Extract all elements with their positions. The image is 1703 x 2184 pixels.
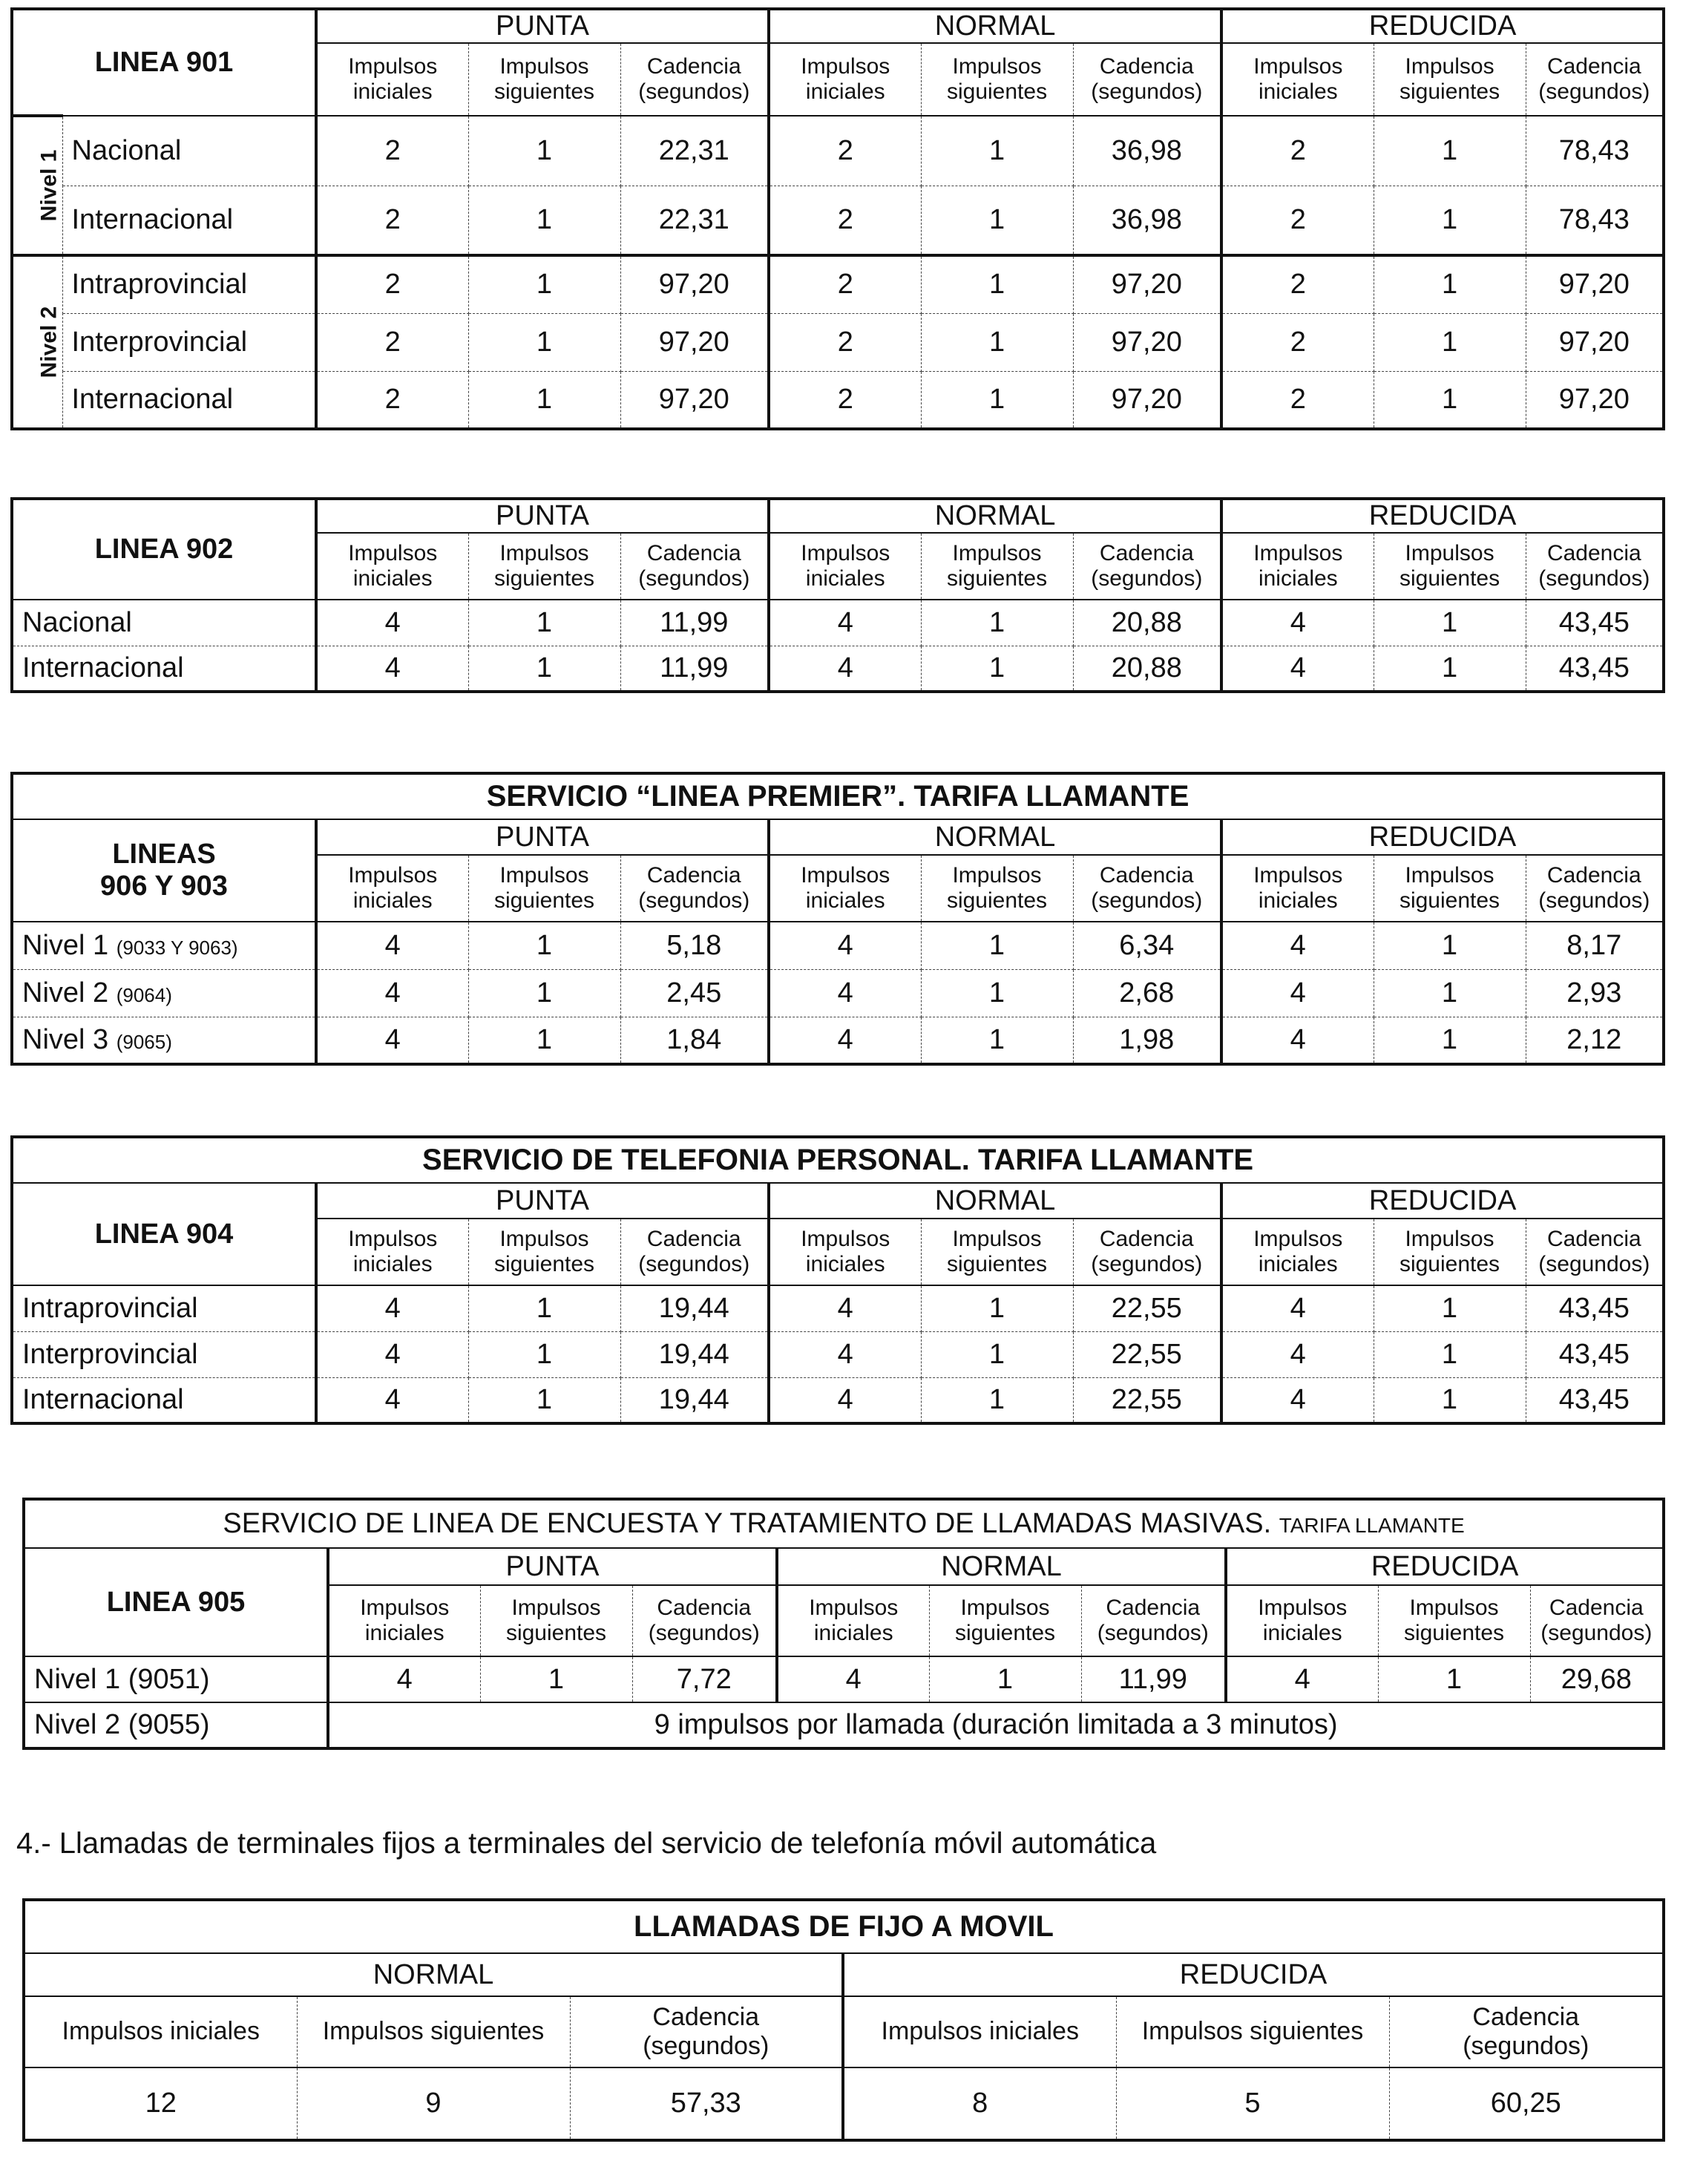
value-cell: 12 [24, 2067, 297, 2140]
table-fijo-a-movil [22, 1898, 1665, 2142]
value-cell: 4 [769, 922, 921, 969]
value-cell: 4 [1221, 646, 1374, 692]
value-cell: 20,88 [1073, 600, 1221, 646]
value-cell: 1 [1374, 1377, 1526, 1423]
value-cell: 2 [769, 371, 921, 429]
col-impulsos-iniciales: Impulsos iniciales [1221, 855, 1374, 922]
group-normal: NORMAL [24, 1953, 843, 1996]
col-cadencia: Cadencia (segundos) [620, 1219, 769, 1285]
value-cell: 78,43 [1526, 186, 1664, 255]
value-cell: 97,20 [1526, 255, 1664, 313]
row-label: Intraprovincial [12, 1285, 316, 1331]
value-cell: 1 [1374, 600, 1526, 646]
value-cell: 6,34 [1073, 922, 1221, 969]
col-impulsos-iniciales: Impulsos iniciales [328, 1585, 480, 1656]
value-cell: 1 [921, 255, 1073, 313]
table-title: SERVICIO DE LINEA DE ENCUESTA Y TRATAMIENTO DE LLAMADAS MASIVAS. TARIFA LLAMANTE [24, 1499, 1664, 1548]
group-reducida: REDUCIDA [1221, 9, 1664, 43]
table-row [12, 255, 1664, 313]
col-cadencia: Cadencia (segundos) [1389, 1996, 1664, 2067]
col-impulsos-iniciales: Impulsos iniciales [1221, 43, 1374, 116]
value-cell: 4 [1221, 600, 1374, 646]
value-cell: 78,43 [1526, 116, 1664, 186]
col-impulsos-iniciales: Impulsos iniciales [769, 43, 921, 116]
col-cadencia: Cadencia (segundos) [1526, 533, 1664, 600]
value-cell: 22,31 [620, 186, 769, 255]
table-linea-904 [10, 1135, 1665, 1425]
row-label: Nacional [62, 116, 316, 186]
col-impulsos-siguientes: Impulsos siguientes [1378, 1585, 1530, 1656]
value-cell: 97,20 [1526, 313, 1664, 371]
nivel-1-label: Nivel 1 [12, 116, 62, 255]
group-normal: NORMAL [769, 499, 1221, 533]
table-header: LINEA 904 [12, 1183, 316, 1285]
table-lineas-906-903 [10, 772, 1665, 1066]
value-cell: 1 [1378, 1656, 1530, 1702]
table-title: SERVICIO DE TELEFONIA PERSONAL. TARIFA LLAMANTE [12, 1137, 1664, 1183]
col-impulsos-iniciales: Impulsos iniciales [1221, 533, 1374, 600]
value-cell: 1 [921, 1331, 1073, 1377]
col-impulsos-iniciales: Impulsos iniciales [777, 1585, 929, 1656]
value-cell: 2 [316, 116, 468, 186]
col-impulsos-iniciales: Impulsos iniciales [769, 1219, 921, 1285]
value-cell: 4 [316, 922, 468, 969]
table-header: LINEA 901 [12, 9, 316, 116]
table-row [12, 1017, 1664, 1064]
col-impulsos-siguientes: Impulsos siguientes [1116, 1996, 1389, 2067]
value-cell: 1 [468, 1017, 620, 1064]
col-impulsos-siguientes: Impulsos siguientes [468, 533, 620, 600]
group-reducida: REDUCIDA [1221, 499, 1664, 533]
group-normal: NORMAL [777, 1548, 1226, 1585]
table-header: LINEAS 906 Y 903 [12, 819, 316, 922]
group-punta: PUNTA [316, 9, 769, 43]
value-cell: 22,55 [1073, 1377, 1221, 1423]
value-cell: 4 [316, 1017, 468, 1064]
value-cell: 1 [921, 313, 1073, 371]
table-linea-901 [10, 7, 1665, 430]
value-cell: 4 [769, 1017, 921, 1064]
value-cell: 11,99 [620, 646, 769, 692]
value-cell: 4 [769, 600, 921, 646]
value-cell: 1 [921, 969, 1073, 1017]
col-cadencia: Cadencia (segundos) [620, 43, 769, 116]
col-impulsos-iniciales: Impulsos iniciales [1226, 1585, 1378, 1656]
section-note: 4.- Llamadas de terminales fijos a terminales del servicio de telefonía móvil automática [16, 1827, 1157, 1860]
col-impulsos-iniciales: Impulsos iniciales [316, 1219, 468, 1285]
col-impulsos-siguientes: Impulsos siguientes [480, 1585, 632, 1656]
value-cell: 97,20 [620, 313, 769, 371]
table-row [12, 600, 1664, 646]
value-cell: 1,98 [1073, 1017, 1221, 1064]
value-cell: 1 [921, 600, 1073, 646]
value-cell: 57,33 [570, 2067, 843, 2140]
value-cell: 97,20 [1073, 255, 1221, 313]
value-cell: 5,18 [620, 922, 769, 969]
value-cell: 1 [1374, 116, 1526, 186]
value-cell: 1 [921, 1017, 1073, 1064]
table-row [12, 646, 1664, 692]
col-impulsos-iniciales: Impulsos iniciales [769, 533, 921, 600]
row-label: Nivel 3 (9065) [12, 1017, 316, 1064]
value-cell: 1 [468, 600, 620, 646]
value-cell: 43,45 [1526, 1285, 1664, 1331]
value-cell: 2 [316, 186, 468, 255]
col-cadencia: Cadencia (segundos) [1073, 533, 1221, 600]
row-label: Internacional [62, 371, 316, 429]
value-cell: 1 [468, 116, 620, 186]
value-cell: 2 [316, 371, 468, 429]
table-row [12, 969, 1664, 1017]
value-cell: 1 [1374, 1331, 1526, 1377]
value-cell: 1 [1374, 313, 1526, 371]
col-impulsos-siguientes: Impulsos siguientes [1374, 855, 1526, 922]
col-cadencia: Cadencia (segundos) [1526, 43, 1664, 116]
value-cell: 36,98 [1073, 116, 1221, 186]
group-reducida: REDUCIDA [843, 1953, 1664, 1996]
row-label: Intraprovincial [62, 255, 316, 313]
col-cadencia: Cadencia (segundos) [1073, 1219, 1221, 1285]
col-impulsos-siguientes: Impulsos siguientes [921, 43, 1073, 116]
col-impulsos-siguientes: Impulsos siguientes [468, 1219, 620, 1285]
value-cell: 2 [1221, 371, 1374, 429]
value-cell: 9 [297, 2067, 570, 2140]
row-label: Nivel 1 (9033 Y 9063) [12, 922, 316, 969]
value-cell: 4 [316, 600, 468, 646]
value-cell: 1 [921, 371, 1073, 429]
table-row [24, 1656, 1664, 1702]
col-impulsos-siguientes: Impulsos siguientes [929, 1585, 1081, 1656]
table-row [12, 116, 1664, 186]
row-label: Interprovincial [12, 1331, 316, 1377]
group-punta: PUNTA [316, 819, 769, 855]
table-row [12, 313, 1664, 371]
value-cell: 1 [468, 186, 620, 255]
value-cell: 2 [1221, 313, 1374, 371]
col-impulsos-siguientes: Impulsos siguientes [1374, 1219, 1526, 1285]
value-cell: 22,55 [1073, 1331, 1221, 1377]
col-impulsos-siguientes: Impulsos siguientes [921, 533, 1073, 600]
value-cell: 4 [316, 1377, 468, 1423]
group-punta: PUNTA [328, 1548, 777, 1585]
value-cell: 1 [468, 922, 620, 969]
col-impulsos-siguientes: Impulsos siguientes [921, 855, 1073, 922]
group-reducida: REDUCIDA [1226, 1548, 1664, 1585]
col-cadencia: Cadencia (segundos) [1073, 855, 1221, 922]
value-cell: 4 [769, 1377, 921, 1423]
value-cell: 2 [316, 255, 468, 313]
col-cadencia: Cadencia (segundos) [1526, 1219, 1664, 1285]
nivel-2-label: Nivel 2 [12, 255, 62, 429]
value-cell: 11,99 [1081, 1656, 1226, 1702]
value-cell: 1 [1374, 255, 1526, 313]
table-row [12, 371, 1664, 429]
value-cell: 1 [1374, 371, 1526, 429]
value-cell: 4 [316, 1285, 468, 1331]
value-cell: 22,31 [620, 116, 769, 186]
value-cell: 19,44 [620, 1285, 769, 1331]
value-cell: 1 [1374, 186, 1526, 255]
value-cell: 4 [1221, 1285, 1374, 1331]
value-cell: 2,93 [1526, 969, 1664, 1017]
row-label: Internacional [12, 1377, 316, 1423]
table-row [24, 2067, 1664, 2140]
value-cell: 8 [843, 2067, 1116, 2140]
value-cell: 36,98 [1073, 186, 1221, 255]
value-cell: 97,20 [620, 255, 769, 313]
value-cell: 4 [1221, 1331, 1374, 1377]
value-cell: 43,45 [1526, 600, 1664, 646]
value-cell: 43,45 [1526, 646, 1664, 692]
value-cell: 2,45 [620, 969, 769, 1017]
col-impulsos-siguientes: Impulsos siguientes [297, 1996, 570, 2067]
col-cadencia: Cadencia (segundos) [570, 1996, 843, 2067]
value-cell: 1 [468, 646, 620, 692]
value-cell: 4 [1221, 969, 1374, 1017]
value-cell: 4 [1221, 1017, 1374, 1064]
row-label: Internacional [62, 186, 316, 255]
value-cell: 19,44 [620, 1377, 769, 1423]
col-cadencia: Cadencia (segundos) [620, 855, 769, 922]
table-row [12, 186, 1664, 255]
col-impulsos-iniciales: Impulsos iniciales [316, 43, 468, 116]
table-row [12, 922, 1664, 969]
value-cell: 4 [316, 969, 468, 1017]
col-impulsos-iniciales: Impulsos iniciales [769, 855, 921, 922]
value-cell: 2,68 [1073, 969, 1221, 1017]
table-header: LINEA 902 [12, 499, 316, 600]
value-cell: 1,84 [620, 1017, 769, 1064]
value-cell: 1 [921, 1285, 1073, 1331]
row-label: Nivel 1 (9051) [24, 1656, 328, 1702]
table-row [24, 1702, 1664, 1748]
value-cell: 1 [1374, 969, 1526, 1017]
value-cell: 22,55 [1073, 1285, 1221, 1331]
col-impulsos-siguientes: Impulsos siguientes [468, 855, 620, 922]
value-cell: 1 [468, 1331, 620, 1377]
table-linea-902 [10, 497, 1665, 693]
col-cadencia: Cadencia (segundos) [1081, 1585, 1226, 1656]
value-cell: 1 [468, 255, 620, 313]
value-cell: 20,88 [1073, 646, 1221, 692]
group-punta: PUNTA [316, 499, 769, 533]
value-cell: 2 [769, 186, 921, 255]
group-normal: NORMAL [769, 9, 1221, 43]
col-impulsos-iniciales: Impulsos iniciales [24, 1996, 297, 2067]
value-cell: 1 [468, 313, 620, 371]
value-cell: 4 [1226, 1656, 1378, 1702]
group-normal: NORMAL [769, 819, 1221, 855]
group-punta: PUNTA [316, 1183, 769, 1219]
value-cell: 97,20 [1073, 371, 1221, 429]
col-cadencia: Cadencia (segundos) [632, 1585, 777, 1656]
value-cell: 60,25 [1389, 2067, 1664, 2140]
col-cadencia: Cadencia (segundos) [1526, 855, 1664, 922]
value-cell: 2 [769, 313, 921, 371]
row-label: Nivel 2 (9064) [12, 969, 316, 1017]
value-cell: 4 [769, 969, 921, 1017]
table-title: SERVICIO “LINEA PREMIER”. TARIFA LLAMANTE [12, 773, 1664, 819]
table-row [12, 1377, 1664, 1423]
value-cell: 2 [316, 313, 468, 371]
value-cell: 19,44 [620, 1331, 769, 1377]
row-label: Nivel 2 (9055) [24, 1702, 328, 1748]
group-reducida: REDUCIDA [1221, 1183, 1664, 1219]
value-cell: 4 [316, 646, 468, 692]
col-impulsos-iniciales: Impulsos iniciales [843, 1996, 1116, 2067]
value-cell: 1 [468, 1285, 620, 1331]
value-cell: 4 [777, 1656, 929, 1702]
value-cell: 5 [1116, 2067, 1389, 2140]
row-label: Nacional [12, 600, 316, 646]
value-cell: 4 [1221, 922, 1374, 969]
value-cell: 7,72 [632, 1656, 777, 1702]
value-cell: 97,20 [1073, 313, 1221, 371]
value-cell: 2,12 [1526, 1017, 1664, 1064]
value-cell: 1 [921, 646, 1073, 692]
value-cell: 2 [769, 255, 921, 313]
value-cell: 2 [769, 116, 921, 186]
value-cell: 8,17 [1526, 922, 1664, 969]
table-row [12, 1331, 1664, 1377]
col-cadencia: Cadencia (segundos) [620, 533, 769, 600]
value-cell: 4 [316, 1331, 468, 1377]
table-title: LLAMADAS DE FIJO A MOVIL [24, 1900, 1664, 1953]
value-cell: 1 [468, 969, 620, 1017]
col-cadencia: Cadencia (segundos) [1530, 1585, 1664, 1656]
value-cell: 1 [921, 186, 1073, 255]
value-cell: 1 [1374, 1017, 1526, 1064]
row-label: Interprovincial [62, 313, 316, 371]
col-impulsos-iniciales: Impulsos iniciales [316, 855, 468, 922]
col-impulsos-iniciales: Impulsos iniciales [1221, 1219, 1374, 1285]
value-cell: 43,45 [1526, 1377, 1664, 1423]
row-label: Internacional [12, 646, 316, 692]
value-cell: 2 [1221, 186, 1374, 255]
value-cell: 1 [921, 116, 1073, 186]
value-cell: 4 [769, 1331, 921, 1377]
value-cell: 1 [921, 922, 1073, 969]
value-cell: 1 [468, 1377, 620, 1423]
value-cell: 4 [1221, 1377, 1374, 1423]
table-linea-905 [22, 1498, 1665, 1750]
value-cell: 2 [1221, 255, 1374, 313]
value-cell: 1 [480, 1656, 632, 1702]
col-impulsos-siguientes: Impulsos siguientes [921, 1219, 1073, 1285]
value-cell: 4 [769, 1285, 921, 1331]
col-cadencia: Cadencia (segundos) [1073, 43, 1221, 116]
value-cell: 43,45 [1526, 1331, 1664, 1377]
merged-note-cell: 9 impulsos por llamada (duración limitada a 3 minutos) [328, 1702, 1664, 1748]
col-impulsos-iniciales: Impulsos iniciales [316, 533, 468, 600]
value-cell: 1 [1374, 1285, 1526, 1331]
col-impulsos-siguientes: Impulsos siguientes [468, 43, 620, 116]
value-cell: 4 [328, 1656, 480, 1702]
value-cell: 1 [1374, 922, 1526, 969]
value-cell: 1 [929, 1656, 1081, 1702]
table-row [12, 1285, 1664, 1331]
value-cell: 97,20 [1526, 371, 1664, 429]
col-impulsos-siguientes: Impulsos siguientes [1374, 43, 1526, 116]
value-cell: 11,99 [620, 600, 769, 646]
table-header: LINEA 905 [24, 1548, 328, 1656]
value-cell: 1 [468, 371, 620, 429]
value-cell: 1 [1374, 646, 1526, 692]
col-impulsos-siguientes: Impulsos siguientes [1374, 533, 1526, 600]
value-cell: 1 [921, 1377, 1073, 1423]
value-cell: 97,20 [620, 371, 769, 429]
group-reducida: REDUCIDA [1221, 819, 1664, 855]
group-normal: NORMAL [769, 1183, 1221, 1219]
value-cell: 29,68 [1530, 1656, 1664, 1702]
value-cell: 2 [1221, 116, 1374, 186]
value-cell: 4 [769, 646, 921, 692]
